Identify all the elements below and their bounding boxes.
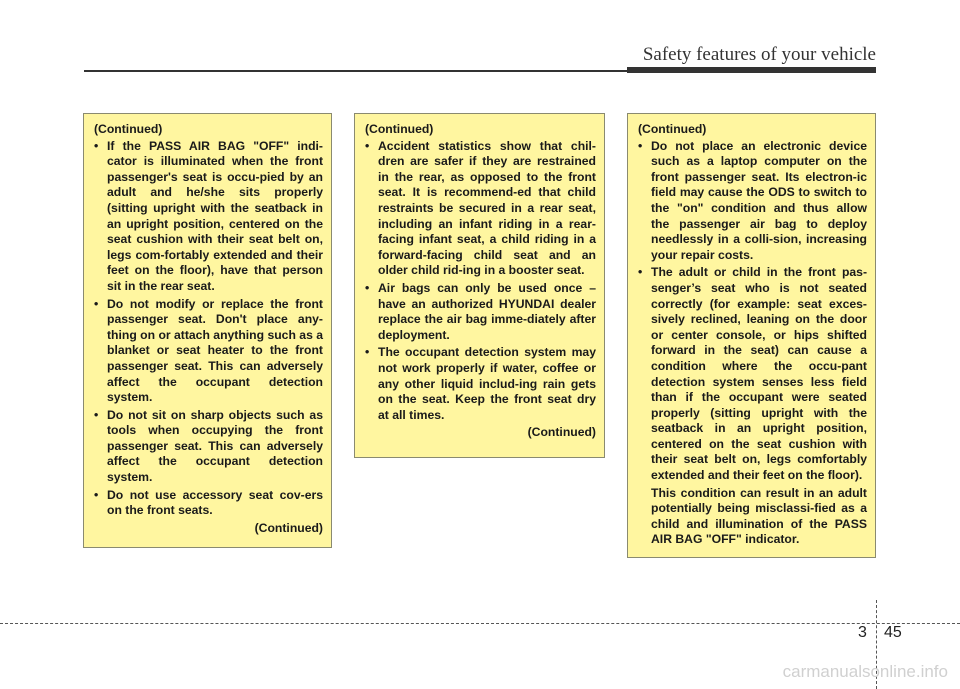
bullet-icon: •	[638, 138, 643, 153]
list-item: • Do not modify or replace the front passenger seat. Don't place any-thing on or attach anything such as a blanket or seat heater to the front passenger seat. This can adversely affect the occupant detection system.	[94, 296, 324, 405]
bullet-list	[636, 139, 867, 484]
continued-label-top: (Continued)	[365, 122, 434, 136]
bullet-icon: •	[94, 487, 99, 502]
bullet-list	[92, 139, 323, 519]
watermark: carmanualsonline.info	[782, 662, 948, 681]
page-header-title: Safety features of your vehicle	[642, 44, 876, 65]
header-rule-accent	[627, 67, 876, 73]
caution-box-column-3	[627, 113, 876, 558]
continued-label-top: (Continued)	[94, 122, 163, 136]
list-item: • The adult or child in the front pas-senger’s seat who is not seated correctly (for example: seat exces-sively reclined, leaning on the door or center console, or hips shifted forward in the seat) can cause a condition where the occu-pant detection system senses less field than if the occupant were seated properly (sitting upright with the seatback in an upright position, centered on the seat cushion with their seat belt on, legs comfortably extended and their feet on the floor).	[638, 265, 867, 483]
follow-up-paragraph: This condition can result in an adult potentially being misclassi-fied as a child and illumination of the PASS AIR BAG "OFF" indicator.	[651, 485, 867, 547]
bullet-icon: •	[365, 345, 370, 360]
bullet-icon: •	[94, 296, 99, 311]
bullet-list	[363, 139, 596, 424]
continued-label-bottom: (Continued)	[254, 520, 323, 535]
continued-label-bottom: (Continued)	[527, 425, 596, 440]
bullet-icon: •	[638, 265, 643, 280]
list-item: • The occupant detection system may not work properly if water, coffee or any other liquid includ-ing rain gets on the seat. Keep the front seat dry at all times.	[365, 345, 596, 422]
list-item: • Do not sit on sharp objects such as tools when occupying the front passenger seat. This can adversely affect the occupant detection system.	[94, 407, 323, 485]
page-number: 45	[884, 624, 902, 641]
bullet-icon: •	[94, 407, 99, 422]
continued-label-top: (Continued)	[638, 122, 707, 136]
caution-box-column-1	[83, 113, 332, 548]
bullet-icon: •	[365, 280, 370, 295]
list-item: • Do not place an electronic device such as a laptop computer on the front passenger seat. Its electron-ic field may cause the ODS to switch to the "on" condition and thus allow the passenger air bag to deploy needlessly in a colli-sion, increasing your repair costs.	[638, 138, 867, 262]
caution-box-column-2	[354, 113, 605, 458]
list-item: • Do not use accessory seat cov-ers on the front seats.	[94, 487, 323, 518]
chapter-number: 3	[858, 624, 867, 641]
footer-rule	[0, 623, 960, 624]
list-item: • If the PASS AIR BAG "OFF" indi-cator is illuminated when the front passenger's seat is occu-pied by an adult and he/she sits properly (sitting upright with the seatback in an upright position, centered on the seat cushion with their seat belt on, legs com-fortably extended and their feet on the floor), have that person sit in the rear seat.	[94, 138, 323, 293]
bullet-icon: •	[94, 138, 99, 153]
list-item: • Accident statistics show that chil-dren are safer if they are restrained in the rear, as opposed to the front seat. It is recommend-ed that child restraints be secured in a rear seat, including an infant riding in a rear-facing infant seat, a child riding in a forward-facing child seat and an older child rid-ing in a booster seat.	[365, 138, 596, 278]
bullet-icon: •	[365, 138, 370, 153]
list-item: • Air bags can only be used once – have an authorized HYUNDAI dealer replace the air bag imme-diately after deployment.	[365, 280, 596, 342]
